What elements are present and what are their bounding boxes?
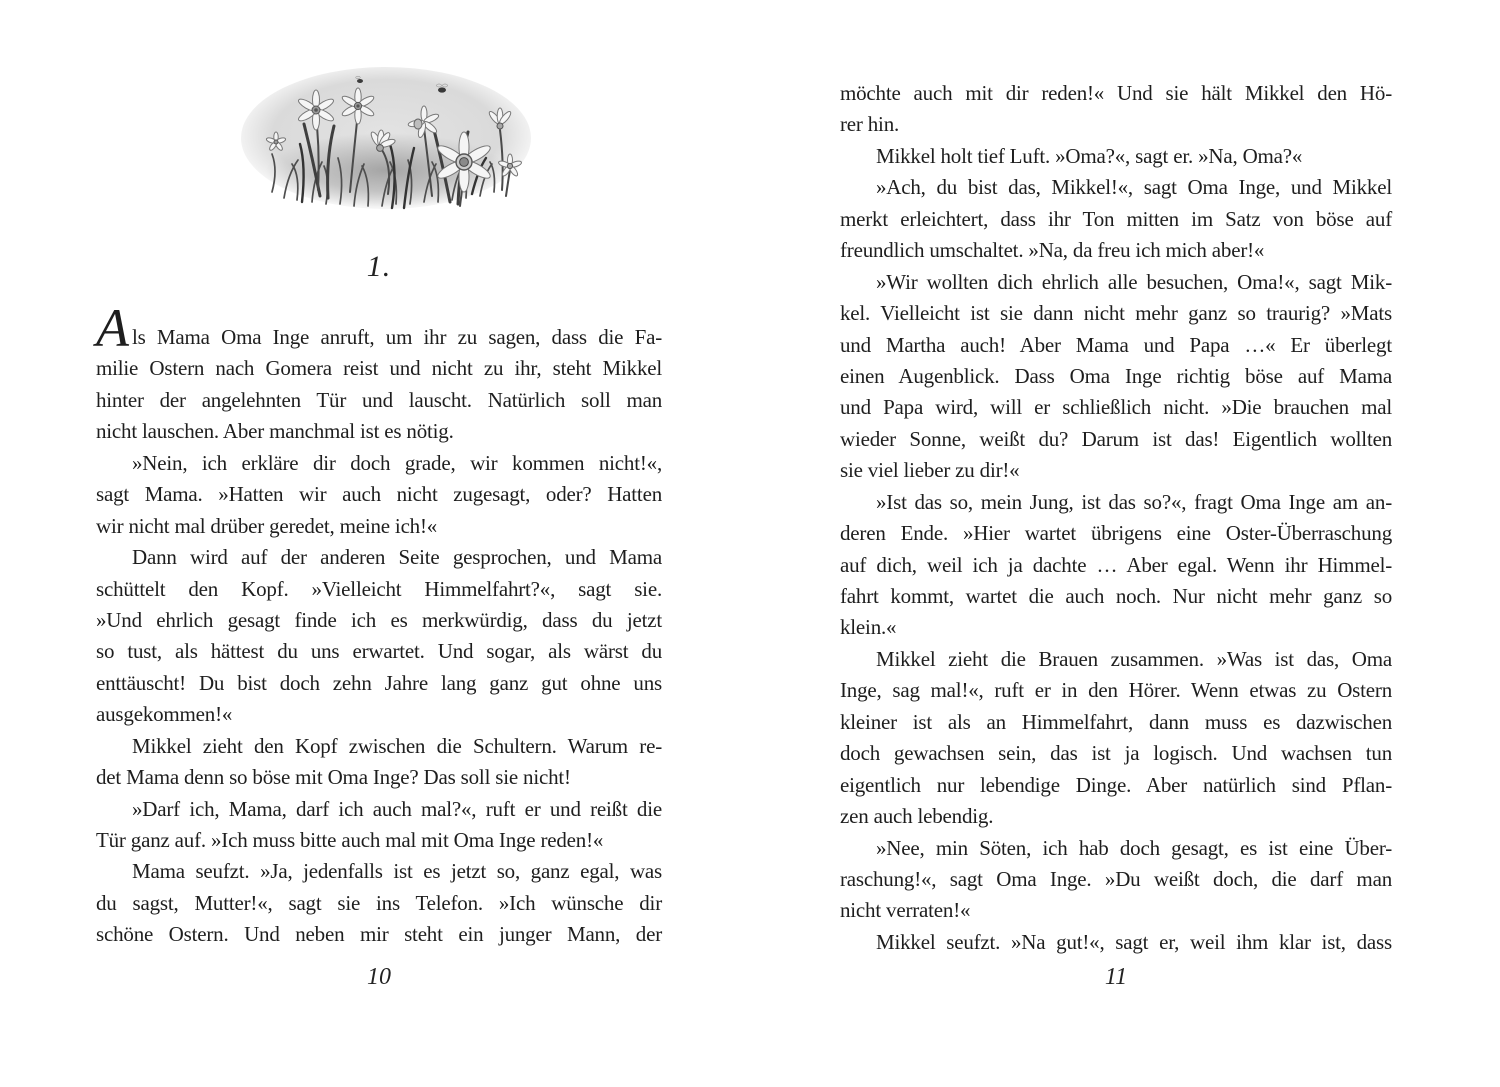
text-line: det Mama denn so böse mit Oma Inge? Das soll sie nicht! bbox=[96, 765, 571, 790]
left-page-lines bbox=[96, 353, 662, 950]
drop-cap-initial: A bbox=[96, 298, 129, 358]
text-line: Tür ganz auf. »Ich muss bitte auch mal mit Oma Inge reden!« bbox=[96, 828, 604, 852]
text-line: klein.« bbox=[840, 615, 897, 640]
text-line: einen Augenblick. Dass Oma Inge richtig böse auf Mama bbox=[840, 363, 1392, 388]
daffodils-bees-illustration bbox=[240, 66, 532, 214]
text-line: hinter der angelehnten Tür und lauscht. Natürlich soll man bbox=[96, 387, 662, 412]
page-number-left: 10 bbox=[367, 964, 391, 990]
text-line: ausgekommen!« bbox=[96, 702, 233, 727]
text-line: schüttelt den Kopf. »Vielleicht Himmelfahrt?«, sagt sie. bbox=[96, 576, 662, 601]
text-line: kel. Vielleicht ist sie dann nicht mehr ganz so traurig? »Mats bbox=[840, 301, 1392, 326]
page-left bbox=[96, 0, 662, 1087]
text-line: du sagst, Mutter!«, sagt sie ins Telefon. »Ich wünsche dir bbox=[96, 890, 662, 915]
text-line: eigentlich nur lebendige Dinge. Aber natürlich sind Pflan- bbox=[840, 772, 1392, 797]
text-line: schöne Ostern. Und neben mir steht ein junger Mann, der bbox=[96, 922, 662, 947]
right-text-column bbox=[840, 78, 1392, 958]
text-line: Inge, sag mal!«, ruft er in den Hörer. Wenn etwas zu Ostern bbox=[840, 678, 1392, 703]
text-line: nicht lauschen. Aber manchmal ist es nötig. bbox=[96, 419, 454, 444]
text-line bbox=[96, 298, 662, 358]
text-line: nicht verraten!« bbox=[840, 898, 971, 923]
text-line: wieder Sonne, weißt du? Darum ist das! Eigentlich wollten bbox=[840, 426, 1392, 451]
text-line: zen auch lebendig. bbox=[840, 804, 994, 829]
page-number-right: 11 bbox=[1104, 964, 1128, 990]
text-line: und Papa wird, will er schließlich nicht. »Die brauchen mal bbox=[840, 395, 1392, 420]
text-line: und Martha auch! Aber Mama und Papa …« Er überlegt bbox=[840, 332, 1392, 357]
text-line: »Nein, ich erkläre dir doch grade, wir kommen nicht!«, bbox=[132, 450, 662, 475]
text-line: merkt erleichtert, dass ihr Ton mitten im Satz von böse auf bbox=[840, 206, 1392, 231]
text-line: »Ist das so, mein Jung, ist das so?«, fragt Oma Inge am an- bbox=[876, 489, 1392, 514]
text-line: deren Ende. »Hier wartet übrigens eine Oster-Überraschung bbox=[840, 521, 1392, 546]
text-line: wir nicht mal drüber geredet, meine ich!« bbox=[96, 513, 438, 538]
text-line: auf dich, weil ich ja dachte … Aber egal. Wenn ihr Himmel- bbox=[840, 552, 1392, 577]
text-line: sagt Mama. »Hatten wir auch nicht zugesagt, oder? Hatten bbox=[96, 482, 662, 507]
text-line: Dann wird auf der anderen Seite gesprochen, und Mama bbox=[132, 545, 662, 570]
text-line: »Ach, du bist das, Mikkel!«, sagt Oma Inge, und Mikkel bbox=[876, 175, 1392, 200]
text-line: sie viel lieber zu dir!« bbox=[840, 458, 1020, 483]
right-page-lines bbox=[840, 78, 1392, 958]
text-line: »Und ehrlich gesagt finde ich es merkwürdig, dass du jetzt bbox=[96, 607, 662, 632]
daffodils-bees-vignette-svg bbox=[240, 66, 532, 214]
text-line: möchte auch mit dir reden!« Und sie hält Mikkel den Hö- bbox=[840, 81, 1392, 105]
text-line: »Wir wollten dich ehrlich alle besuchen, Oma!«, sagt Mik- bbox=[876, 269, 1392, 294]
text-line: Mikkel holt tief Luft. »Oma?«, sagt er. »Na, Oma?« bbox=[876, 143, 1303, 168]
text-line: fahrt kommt, wartet die auch noch. Nur nicht mehr ganz so bbox=[840, 584, 1392, 608]
chapter-number: 1. bbox=[366, 250, 392, 283]
text-line: enttäuscht! Du bist doch zehn Jahre lang ganz gut ohne uns bbox=[96, 670, 662, 695]
text-line: Mama seufzt. »Ja, jedenfalls ist es jetzt so, ganz egal, was bbox=[132, 859, 662, 884]
text-line: Mikkel zieht den Kopf zwischen die Schultern. Warum re- bbox=[132, 733, 662, 758]
text-line: Mikkel zieht die Brauen zusammen. »Was ist das, Oma bbox=[876, 646, 1392, 671]
text-line: doch gewachsen sein, das ist ja logisch. Und wachsen tun bbox=[840, 741, 1392, 766]
text-line: raschung!«, sagt Oma Inge. »Du weißt doch, die darf man bbox=[840, 866, 1392, 891]
text-line: Mikkel seufzt. »Na gut!«, sagt er, weil ihm klar ist, dass bbox=[876, 929, 1392, 954]
text-line: so tust, als hättest du uns erwartet. Und sogar, als wärst du bbox=[96, 639, 662, 664]
text-line: freundlich umschaltet. »Na, da freu ich mich aber!« bbox=[840, 238, 1265, 263]
page-right bbox=[840, 0, 1392, 1087]
text-line: rer hin. bbox=[840, 112, 900, 137]
text-line: milie Ostern nach Gomera reist und nicht zu ihr, steht Mikkel bbox=[96, 356, 662, 381]
left-text-column bbox=[96, 298, 662, 951]
first-line-text: ls Mama Oma Inge anruft, um ihr zu sagen, dass die Fa- bbox=[132, 325, 662, 349]
text-line: »Nee, min Söten, ich hab doch gesagt, es ist eine Über- bbox=[876, 835, 1392, 860]
text-line: kleiner ist als an Himmelfahrt, dann muss es dazwischen bbox=[840, 709, 1392, 734]
text-line: »Darf ich, Mama, darf ich auch mal?«, ruft er und reißt die bbox=[132, 796, 662, 821]
